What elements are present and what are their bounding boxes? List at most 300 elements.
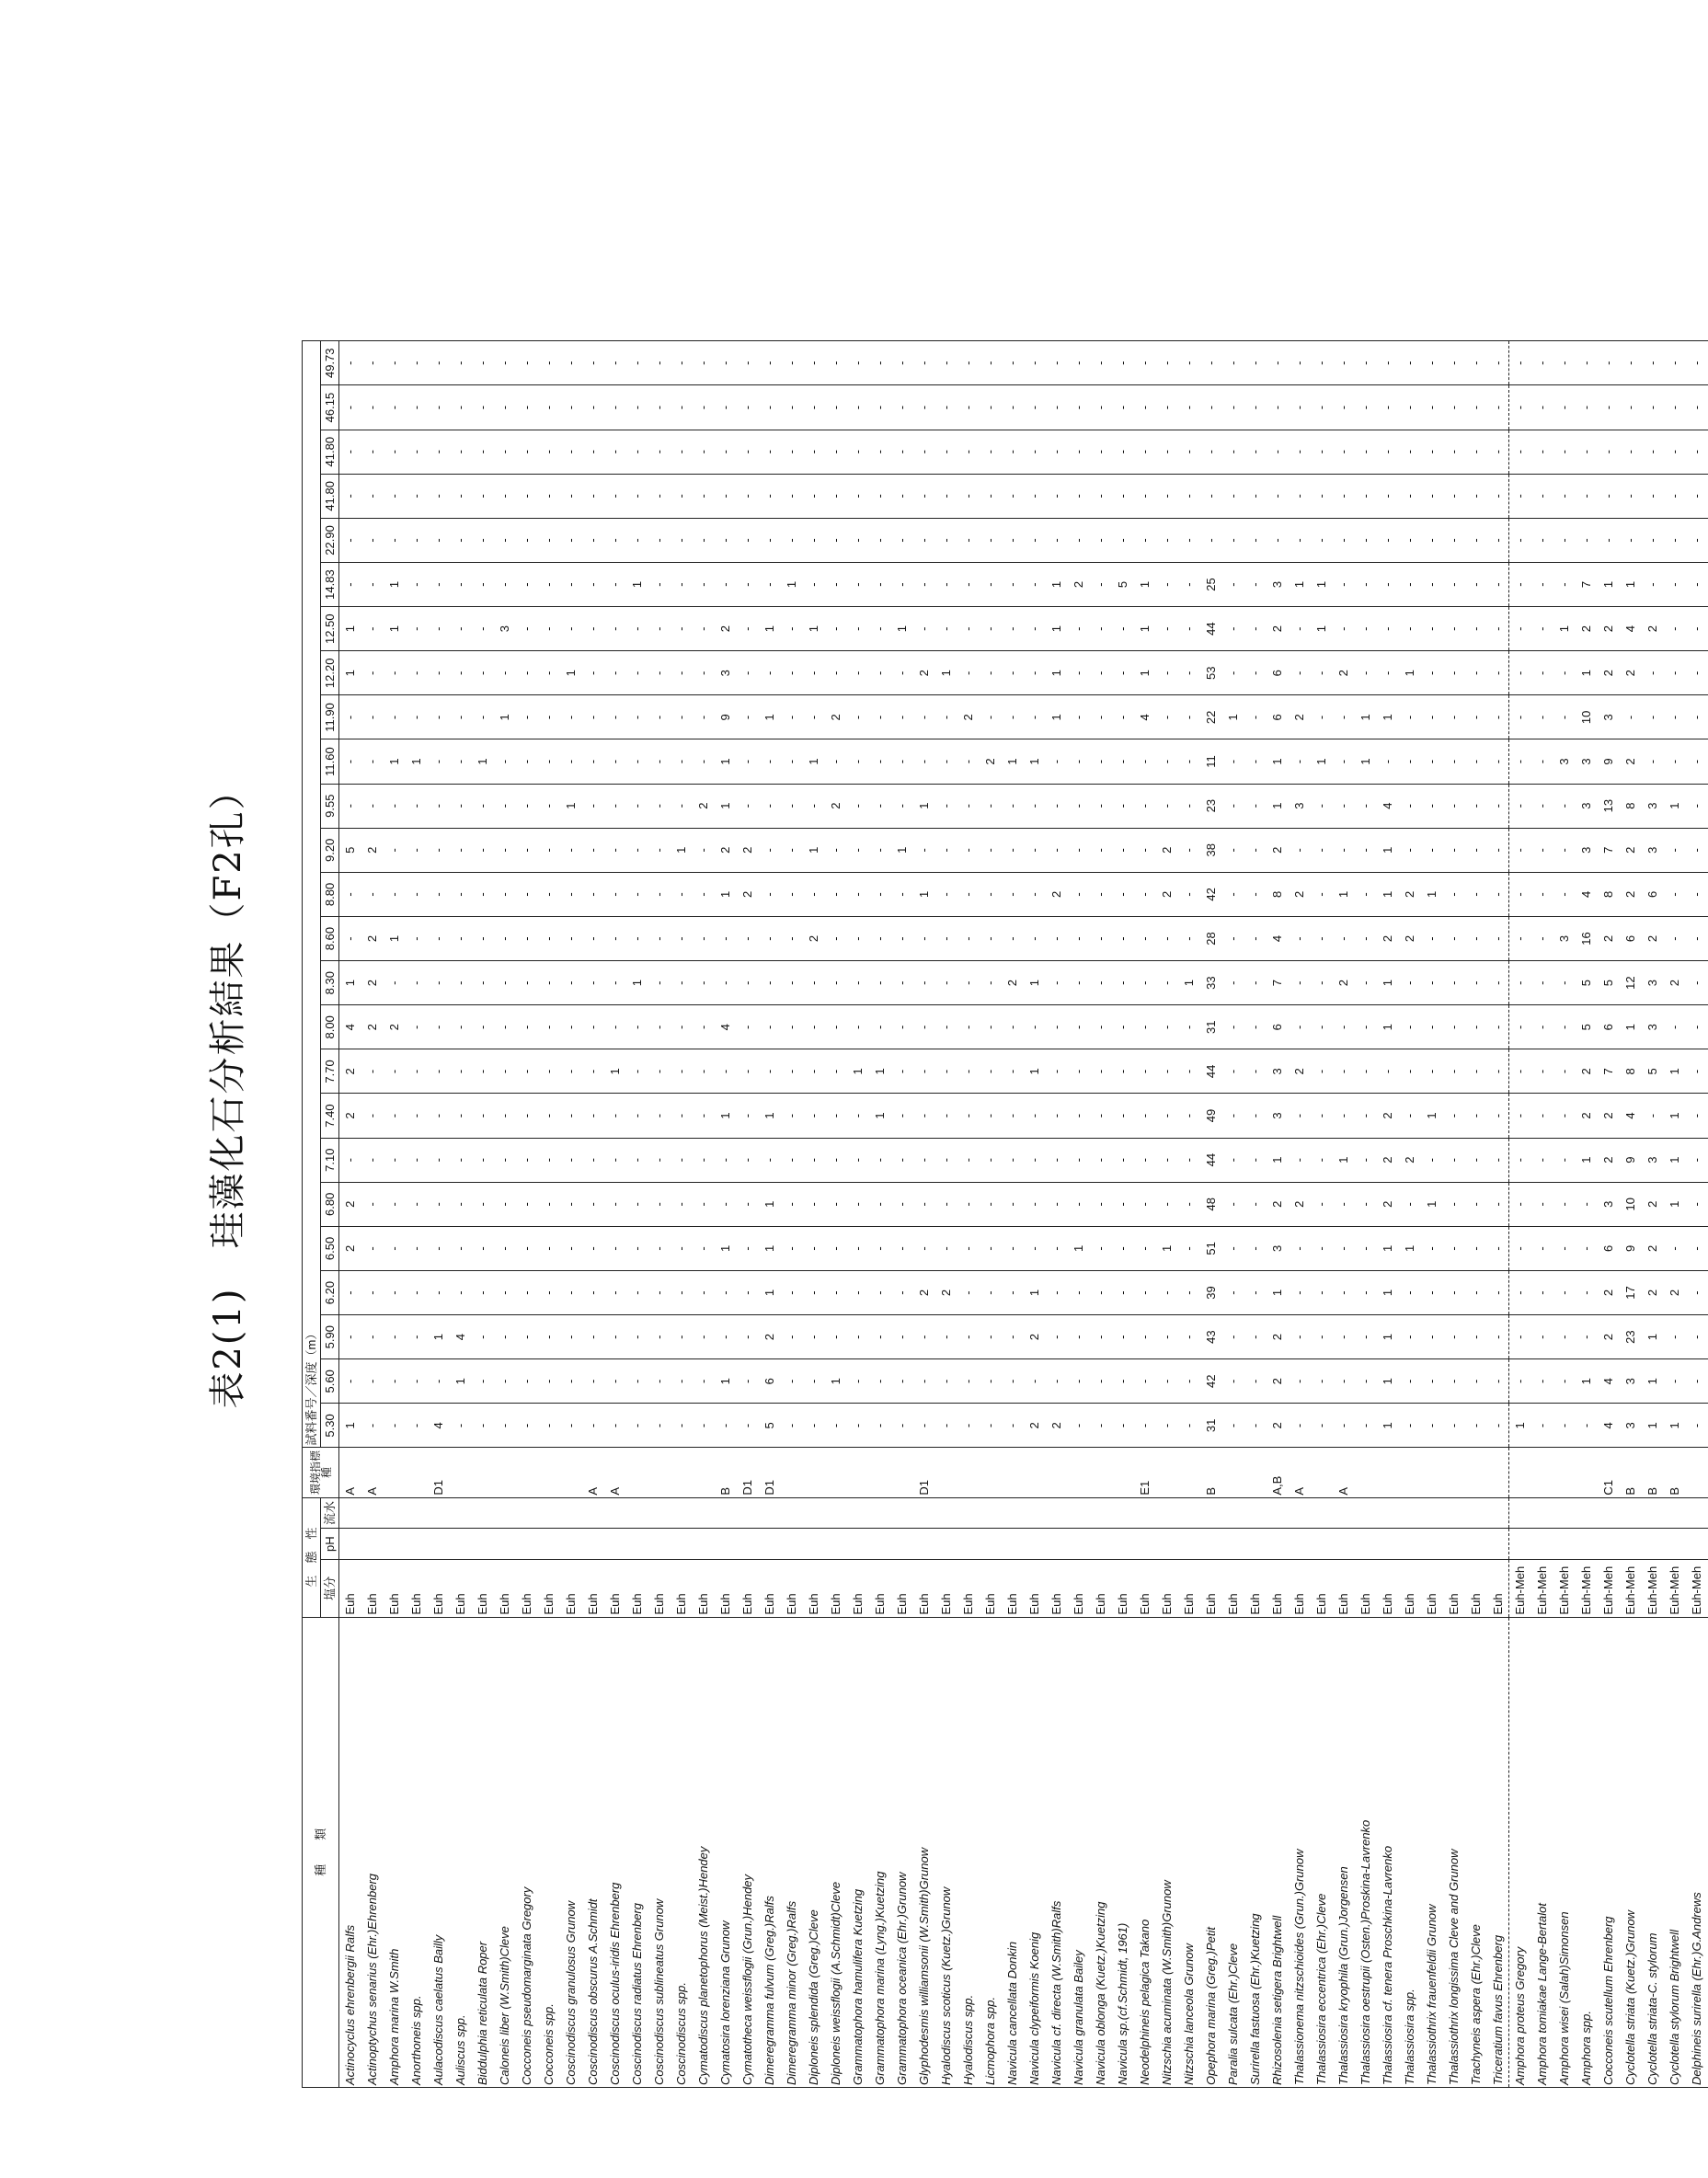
depth-header: 6.20 xyxy=(321,1270,339,1314)
ph-cell xyxy=(1664,1529,1686,1560)
count-cell: - xyxy=(869,872,891,916)
flow-cell xyxy=(825,1497,847,1529)
count-cell: 3 xyxy=(1642,961,1664,1005)
count-cell: - xyxy=(1642,562,1664,606)
depth-header: 5.90 xyxy=(321,1315,339,1359)
count-cell: - xyxy=(1002,872,1024,916)
count-cell: - xyxy=(1024,607,1046,651)
count-cell: - xyxy=(626,385,648,430)
count-cell: - xyxy=(1553,1226,1576,1270)
count-cell: - xyxy=(1068,518,1090,562)
count-cell: - xyxy=(1443,828,1465,872)
indicator-cell xyxy=(1465,1448,1487,1497)
count-cell: - xyxy=(737,430,759,474)
count-cell: 9 xyxy=(1620,1138,1642,1182)
count-cell: - xyxy=(1465,1315,1487,1359)
count-cell: 44 xyxy=(1200,1049,1222,1094)
count-cell: 5 xyxy=(1598,961,1620,1005)
species-name: Navicula oblonga (Kuetz.)Kuetzing xyxy=(1090,1617,1112,2087)
count-cell: 1 xyxy=(1509,1404,1531,1448)
count-cell: - xyxy=(957,607,980,651)
count-cell: - xyxy=(648,1270,671,1314)
count-cell: - xyxy=(1024,916,1046,960)
count-cell: - xyxy=(1487,1049,1509,1094)
count-cell: 2 xyxy=(825,695,847,739)
count-cell: - xyxy=(1598,341,1620,385)
count-cell: - xyxy=(1333,739,1355,784)
count-cell: - xyxy=(361,1359,384,1404)
salinity-cell: Euh-Meh xyxy=(1642,1560,1664,1618)
count-cell: - xyxy=(935,961,957,1005)
count-cell: - xyxy=(980,1005,1002,1049)
count-cell: - xyxy=(648,961,671,1005)
count-cell: - xyxy=(913,1226,935,1270)
count-cell: - xyxy=(406,784,428,828)
count-cell: - xyxy=(1002,341,1024,385)
count-cell: - xyxy=(406,1182,428,1226)
count-cell: - xyxy=(935,1049,957,1094)
count-cell: - xyxy=(759,872,781,916)
species-name: Cymatotheca weissflogii (Grun.)Hendey xyxy=(737,1617,759,2087)
count-cell: - xyxy=(1509,828,1531,872)
count-cell: 16 xyxy=(1576,916,1598,960)
count-cell: - xyxy=(737,1404,759,1448)
count-cell: - xyxy=(494,1359,516,1404)
count-cell: 1 xyxy=(1598,562,1620,606)
count-cell: - xyxy=(582,1182,604,1226)
count-cell: - xyxy=(1487,474,1509,518)
count-cell: - xyxy=(1267,474,1289,518)
count-cell: - xyxy=(428,828,450,872)
count-cell: 4 xyxy=(1576,872,1598,916)
salinity-cell: Euh xyxy=(1222,1560,1244,1618)
count-cell: - xyxy=(1531,562,1553,606)
table-row xyxy=(1200,341,1222,2088)
count-cell: - xyxy=(957,1005,980,1049)
count-cell: - xyxy=(472,562,494,606)
count-cell: 1 xyxy=(869,1094,891,1138)
count-cell: - xyxy=(1620,518,1642,562)
table-row xyxy=(1642,341,1664,2088)
salinity-cell: Euh xyxy=(1046,1560,1068,1618)
ph-cell xyxy=(1244,1529,1267,1560)
count-cell: - xyxy=(737,1270,759,1314)
count-cell: - xyxy=(1046,916,1068,960)
count-cell: - xyxy=(494,518,516,562)
count-cell: - xyxy=(560,1270,582,1314)
count-cell: - xyxy=(604,1359,626,1404)
count-cell: - xyxy=(472,651,494,695)
species-name: Nitzschia acuminata (W.Smith)Grunow xyxy=(1156,1617,1178,2087)
ph-cell xyxy=(1553,1529,1576,1560)
count-cell: - xyxy=(1531,1138,1553,1182)
indicator-cell xyxy=(1002,1448,1024,1497)
diatom-analysis-table xyxy=(302,340,1708,2088)
count-cell: 3 xyxy=(1576,784,1598,828)
ph-cell xyxy=(1531,1529,1553,1560)
count-cell: 1 xyxy=(759,1226,781,1270)
salinity-cell: Euh xyxy=(1311,1560,1333,1618)
count-cell: - xyxy=(428,385,450,430)
count-cell: 1 xyxy=(1355,739,1377,784)
count-cell: - xyxy=(759,828,781,872)
count-cell: 1 xyxy=(1576,1138,1598,1182)
count-cell: - xyxy=(1068,872,1090,916)
count-cell: - xyxy=(1664,1359,1686,1404)
count-cell: - xyxy=(759,474,781,518)
count-cell: 1 xyxy=(1377,1404,1399,1448)
count-cell: 31 xyxy=(1200,1404,1222,1448)
count-cell: 1 xyxy=(1024,1049,1046,1094)
count-cell: - xyxy=(803,1182,825,1226)
count-cell: - xyxy=(1664,341,1686,385)
count-cell: - xyxy=(450,518,472,562)
count-cell: 1 xyxy=(759,695,781,739)
count-cell: - xyxy=(913,385,935,430)
count-cell: - xyxy=(781,385,803,430)
count-cell: - xyxy=(560,518,582,562)
count-cell: - xyxy=(1046,1182,1068,1226)
count-cell: - xyxy=(1156,430,1178,474)
depth-header: 8.60 xyxy=(321,916,339,960)
count-cell: - xyxy=(1355,1270,1377,1314)
count-cell: - xyxy=(980,1270,1002,1314)
count-cell: - xyxy=(648,518,671,562)
count-cell: 1 xyxy=(1377,1005,1399,1049)
count-cell: 2 xyxy=(1002,961,1024,1005)
count-cell: - xyxy=(891,739,913,784)
count-cell: - xyxy=(582,474,604,518)
count-cell: - xyxy=(957,430,980,474)
count-cell: - xyxy=(516,1226,538,1270)
count-cell: - xyxy=(538,872,560,916)
count-cell: 5 xyxy=(339,828,361,872)
count-cell: - xyxy=(803,784,825,828)
count-cell: - xyxy=(450,961,472,1005)
count-cell: - xyxy=(1465,1138,1487,1182)
species-name: Coscinodiscus oculus-iridis Ehrenberg xyxy=(604,1617,626,2087)
table-row xyxy=(715,341,737,2088)
count-cell: - xyxy=(384,695,406,739)
count-cell: - xyxy=(1333,1270,1355,1314)
count-cell: - xyxy=(428,518,450,562)
salinity-cell: Euh xyxy=(891,1560,913,1618)
count-cell: - xyxy=(803,1138,825,1182)
count-cell: 3 xyxy=(1553,739,1576,784)
table-row xyxy=(1399,341,1421,2088)
count-cell: - xyxy=(384,1270,406,1314)
flow-cell xyxy=(516,1497,538,1529)
indicator-cell xyxy=(980,1448,1002,1497)
count-cell: - xyxy=(869,1270,891,1314)
ph-cell xyxy=(516,1529,538,1560)
species-name: Thalassiosira kryophila (Grun.)Jorgensen xyxy=(1333,1617,1355,2087)
count-cell: - xyxy=(1531,784,1553,828)
count-cell: - xyxy=(1531,872,1553,916)
count-cell: - xyxy=(1090,1315,1112,1359)
species-name: Thalassionema nitzschioides (Grun.)Grunow xyxy=(1289,1617,1311,2087)
count-cell: - xyxy=(803,695,825,739)
count-cell: - xyxy=(1531,607,1553,651)
count-cell: - xyxy=(715,385,737,430)
count-cell: - xyxy=(803,1226,825,1270)
count-cell: - xyxy=(384,1094,406,1138)
salinity-cell: Euh xyxy=(494,1560,516,1618)
count-cell: - xyxy=(671,518,693,562)
table-row xyxy=(671,341,693,2088)
indicator-cell xyxy=(384,1448,406,1497)
ph-cell xyxy=(494,1529,516,1560)
count-cell: - xyxy=(450,1138,472,1182)
count-cell: - xyxy=(1244,474,1267,518)
count-cell: - xyxy=(847,1315,869,1359)
count-cell: - xyxy=(1156,562,1178,606)
table-row xyxy=(538,341,560,2088)
count-cell: - xyxy=(1024,341,1046,385)
table-row xyxy=(891,341,913,2088)
count-cell: - xyxy=(957,739,980,784)
count-cell: - xyxy=(361,1182,384,1226)
count-cell: - xyxy=(604,916,626,960)
count-cell: - xyxy=(1443,1359,1465,1404)
count-cell: - xyxy=(428,1182,450,1226)
count-cell: - xyxy=(1156,961,1178,1005)
count-cell: - xyxy=(1664,872,1686,916)
salinity-cell: Euh xyxy=(626,1560,648,1618)
indicator-cell xyxy=(1443,1448,1465,1497)
count-cell: 8 xyxy=(1598,872,1620,916)
count-cell: - xyxy=(406,385,428,430)
count-cell: - xyxy=(1178,695,1200,739)
count-cell: - xyxy=(1090,1049,1112,1094)
species-name: Rhizosolenia setigera Brightwell xyxy=(1267,1617,1289,2087)
count-cell: - xyxy=(516,430,538,474)
count-cell: 3 xyxy=(1267,1049,1289,1094)
count-cell: - xyxy=(494,739,516,784)
count-cell: 2 xyxy=(1399,1138,1421,1182)
count-cell: - xyxy=(1090,651,1112,695)
count-cell: - xyxy=(1443,341,1465,385)
count-cell: 1 xyxy=(1377,1359,1399,1404)
count-cell: - xyxy=(648,1226,671,1270)
count-cell: - xyxy=(1178,385,1200,430)
count-cell: - xyxy=(1024,1005,1046,1049)
count-cell: - xyxy=(1222,385,1244,430)
count-cell: - xyxy=(957,474,980,518)
flow-cell xyxy=(361,1497,384,1529)
count-cell: - xyxy=(1620,474,1642,518)
count-cell: 2 xyxy=(361,916,384,960)
count-cell: - xyxy=(626,695,648,739)
count-cell: - xyxy=(538,474,560,518)
count-cell: - xyxy=(1178,1359,1200,1404)
count-cell: - xyxy=(472,474,494,518)
count-cell: - xyxy=(1222,1270,1244,1314)
count-cell: - xyxy=(1311,518,1333,562)
count-cell: - xyxy=(1002,1359,1024,1404)
count-cell: 2 xyxy=(339,1049,361,1094)
species-name: Coscinodiscus spp. xyxy=(671,1617,693,2087)
count-cell: 1 xyxy=(1642,1315,1664,1359)
count-cell: - xyxy=(913,739,935,784)
count-cell: - xyxy=(560,607,582,651)
count-cell: - xyxy=(472,828,494,872)
count-cell: - xyxy=(1509,430,1531,474)
count-cell: 1 xyxy=(1134,562,1156,606)
count-cell: - xyxy=(1200,341,1222,385)
count-cell: - xyxy=(1686,1182,1708,1226)
count-cell: - xyxy=(1333,828,1355,872)
count-cell: - xyxy=(671,739,693,784)
count-cell: - xyxy=(1664,474,1686,518)
count-cell: - xyxy=(1222,1359,1244,1404)
count-cell: - xyxy=(1531,1005,1553,1049)
count-cell: - xyxy=(1068,961,1090,1005)
count-cell: 6 xyxy=(1267,651,1289,695)
flow-cell xyxy=(1289,1497,1311,1529)
count-cell: - xyxy=(803,1315,825,1359)
count-cell: 1 xyxy=(715,1094,737,1138)
species-name: Navicula cf. directa (W.Smith)Ralfs xyxy=(1046,1617,1068,2087)
count-cell: - xyxy=(781,1315,803,1359)
count-cell: 42 xyxy=(1200,872,1222,916)
ph-cell xyxy=(737,1529,759,1560)
count-cell: - xyxy=(450,1226,472,1270)
ph-cell xyxy=(715,1529,737,1560)
count-cell: - xyxy=(1046,1005,1068,1049)
count-cell: - xyxy=(891,1315,913,1359)
count-cell: - xyxy=(1620,341,1642,385)
count-cell: - xyxy=(671,1404,693,1448)
count-cell: - xyxy=(1465,739,1487,784)
count-cell: - xyxy=(604,562,626,606)
count-cell: - xyxy=(1686,1226,1708,1270)
table-row xyxy=(648,341,671,2088)
count-cell: - xyxy=(693,739,715,784)
count-cell: - xyxy=(648,1005,671,1049)
count-cell: - xyxy=(825,562,847,606)
count-cell: - xyxy=(847,1270,869,1314)
count-cell: - xyxy=(339,1315,361,1359)
table-row xyxy=(472,341,494,2088)
count-cell: - xyxy=(1443,651,1465,695)
count-cell: - xyxy=(891,695,913,739)
flow-cell xyxy=(1355,1497,1377,1529)
table-row xyxy=(737,341,759,2088)
count-cell: - xyxy=(1333,562,1355,606)
count-cell: - xyxy=(1112,474,1134,518)
count-cell: - xyxy=(1311,1049,1333,1094)
count-cell: 53 xyxy=(1200,651,1222,695)
count-cell: - xyxy=(406,1226,428,1270)
count-cell: - xyxy=(1112,607,1134,651)
count-cell: - xyxy=(604,651,626,695)
table-row xyxy=(339,341,361,2088)
count-cell: - xyxy=(1531,739,1553,784)
flow-cell xyxy=(759,1497,781,1529)
salinity-cell: Euh-Meh xyxy=(1620,1560,1642,1618)
count-cell: - xyxy=(1002,695,1024,739)
count-cell: - xyxy=(1112,430,1134,474)
flow-cell xyxy=(1443,1497,1465,1529)
count-cell: - xyxy=(1443,1138,1465,1182)
table-row xyxy=(1024,341,1046,2088)
count-cell: - xyxy=(1244,562,1267,606)
depth-header: 9.20 xyxy=(321,828,339,872)
count-cell: - xyxy=(406,1094,428,1138)
count-cell: - xyxy=(560,385,582,430)
count-cell: - xyxy=(1068,430,1090,474)
count-cell: - xyxy=(1156,607,1178,651)
count-cell: - xyxy=(1531,1270,1553,1314)
count-cell: - xyxy=(935,385,957,430)
count-cell: - xyxy=(1377,518,1399,562)
count-cell: - xyxy=(1576,341,1598,385)
count-cell: - xyxy=(737,1182,759,1226)
count-cell: - xyxy=(450,385,472,430)
count-cell: - xyxy=(825,607,847,651)
ph-cell xyxy=(1024,1529,1046,1560)
depth-header: 7.40 xyxy=(321,1094,339,1138)
count-cell: - xyxy=(1068,828,1090,872)
count-cell: - xyxy=(847,474,869,518)
count-cell: - xyxy=(1333,1005,1355,1049)
count-cell: 2 xyxy=(339,1182,361,1226)
count-cell: - xyxy=(1024,1182,1046,1226)
count-cell: 2 xyxy=(935,1270,957,1314)
count-cell: - xyxy=(1355,828,1377,872)
count-cell: - xyxy=(516,1315,538,1359)
table-row xyxy=(1046,341,1068,2088)
count-cell: - xyxy=(671,430,693,474)
count-cell: - xyxy=(847,1138,869,1182)
count-cell: - xyxy=(560,1049,582,1094)
count-cell: - xyxy=(582,1005,604,1049)
count-cell: - xyxy=(1509,1226,1531,1270)
count-cell: - xyxy=(825,828,847,872)
count-cell: - xyxy=(1443,739,1465,784)
count-cell: - xyxy=(825,1270,847,1314)
count-cell: - xyxy=(693,1049,715,1094)
species-name: Thalassiothrix longissima Cleve and Grunow xyxy=(1443,1617,1465,2087)
species-name: Amphora proteus Gregory xyxy=(1509,1617,1531,2087)
count-cell: - xyxy=(1222,474,1244,518)
count-cell: - xyxy=(1686,1005,1708,1049)
count-cell: - xyxy=(1289,385,1311,430)
count-cell: - xyxy=(1134,385,1156,430)
count-cell: - xyxy=(472,1094,494,1138)
count-cell: 1 xyxy=(494,695,516,739)
count-cell: - xyxy=(339,385,361,430)
salinity-cell: Euh xyxy=(759,1560,781,1618)
count-cell: - xyxy=(671,784,693,828)
flow-cell xyxy=(891,1497,913,1529)
count-cell: 39 xyxy=(1200,1270,1222,1314)
count-cell: - xyxy=(1355,1138,1377,1182)
count-cell: - xyxy=(1244,695,1267,739)
indicator-cell xyxy=(494,1448,516,1497)
count-cell: - xyxy=(406,1359,428,1404)
count-cell: - xyxy=(1222,341,1244,385)
count-cell: - xyxy=(1421,1359,1443,1404)
flow-cell xyxy=(1553,1497,1576,1529)
flow-cell xyxy=(1620,1497,1642,1529)
count-cell: - xyxy=(957,1094,980,1138)
count-cell: 1 xyxy=(759,1270,781,1314)
count-cell: - xyxy=(1664,739,1686,784)
count-cell: - xyxy=(1531,695,1553,739)
count-cell: - xyxy=(1267,341,1289,385)
